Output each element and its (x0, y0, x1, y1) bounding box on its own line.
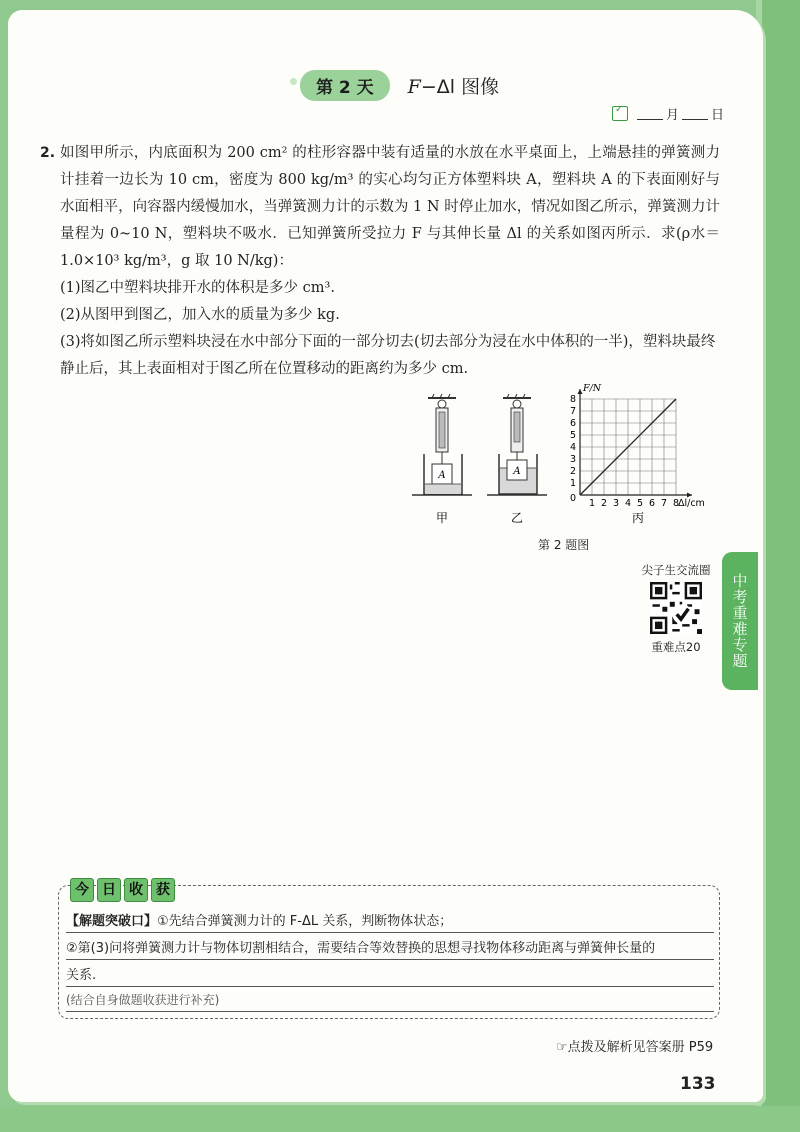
x-tick-label: 7 (660, 498, 668, 509)
chart-f-dl (570, 383, 705, 509)
y-tick-label: 1 (569, 478, 576, 489)
answer-reference: ☞点拨及解析见答案册 P59 (556, 1040, 714, 1055)
date-line (612, 104, 724, 123)
question-2 (40, 140, 720, 383)
harvest-line-1 (66, 910, 714, 933)
qr-top-label: 尖子生交流圈 (641, 563, 711, 577)
y-tick-label: 3 (569, 454, 576, 465)
x-tick-label: 5 (636, 498, 644, 509)
calendar-check-icon (612, 106, 628, 121)
label-jia: 甲 (435, 511, 449, 525)
question-figure (400, 383, 730, 560)
x-tick-label: 1 (588, 498, 596, 509)
block-label-yi: A (513, 466, 521, 477)
x-tick-label: 6 (648, 498, 656, 509)
x-tick-label: 8 (672, 498, 680, 509)
block-label-jia: A (438, 470, 446, 481)
title-var: F (407, 75, 421, 98)
harvest-char-2: 日 (97, 878, 121, 902)
sub-question-1: (1)图乙中塑料块排开水的体积是多少 cm³. (60, 280, 335, 296)
harvest-char-3: 收 (124, 878, 148, 902)
y-tick-label: 2 (569, 466, 576, 477)
harvest-line-3: 关系. (66, 964, 714, 987)
harvest-char-4: 获 (151, 878, 175, 902)
question-stem: 如图甲所示，内底面积为 200 cm² 的柱形容器中装有适量的水放在水平桌面上，上端悬挂的弹簧测力计挂着一边长为 10 cm，密度为 800 kg/m³ 的实心均匀正方体塑料块 A，塑料块 A 的下表面刚好与水面相平，向容器内缓慢加水，当弹簧测力计的示数为 1 N 时停止加水，情况如图乙所示，弹簧测力计量程为 0~10 N，塑料块不吸水．已知弹簧所受拉力 F 与其伸长量 Δl 的关系如图丙所示．求(ρ水＝1.0×10³ kg/m³，g 取 10 N/kg)： (60, 145, 720, 269)
qr-block (636, 562, 716, 655)
harvest-line-2: ②第(3)问将弹簧测力计与物体切割相结合，需要结合等效替换的思想寻找物体移动距离与弹簧伸长量的 (66, 937, 714, 960)
harvest-char-1: 今 (70, 878, 94, 902)
breakthrough-label: 【解题突破口】 (66, 914, 158, 929)
page-title (408, 72, 499, 99)
page-edge-strip (762, 0, 800, 1132)
x-axis-label: Δl/cm (678, 498, 705, 509)
harvest-line-4: (结合自身做题收获进行补充) (66, 991, 714, 1012)
y-tick-label: 5 (569, 430, 576, 441)
origin-label: 0 (569, 493, 576, 504)
y-axis-label: F/N (583, 383, 602, 394)
qr-bottom-label: 重难点20 (651, 640, 701, 654)
section-header (300, 70, 499, 100)
y-tick-label: 6 (569, 418, 576, 429)
apparatus-yi (487, 394, 547, 495)
y-tick-label: 7 (569, 406, 576, 417)
x-axis-arrow (687, 493, 692, 498)
sub-question-3: (3)将如图乙所示塑料块浸在水中部分下面的一部分切去(切去部分为浸在水中体积的一半)，塑料块最终静止后，其上表面相对于图乙所在位置移动的距离约为多少 cm. (60, 334, 716, 377)
page-bottom-strip (0, 1106, 800, 1132)
figure-caption: 第 2 题图 (538, 538, 590, 552)
harvest-title (70, 878, 175, 902)
title-rest: −Δl 图像 (420, 75, 500, 98)
page-number: 133 (680, 1074, 716, 1094)
day-blank (682, 107, 708, 120)
qr-code-icon[interactable] (650, 582, 702, 634)
day-label: 日 (711, 108, 725, 123)
question-number: 2. (40, 145, 56, 161)
side-tab[interactable]: 中考重难专题 (722, 552, 758, 690)
day-badge: 第 2 天 (300, 70, 390, 101)
y-tick-label: 4 (569, 442, 576, 453)
x-tick-label: 3 (612, 498, 620, 509)
month-blank (637, 107, 663, 120)
x-tick-label: 4 (624, 498, 632, 509)
y-tick-label: 8 (569, 394, 576, 405)
x-tick-label: 2 (600, 498, 608, 509)
label-bing: 丙 (631, 511, 645, 525)
month-label: 月 (666, 108, 680, 123)
label-yi: 乙 (510, 511, 524, 525)
y-axis-arrow (578, 389, 583, 394)
sub-question-2: (2)从图甲到图乙，加入水的质量为多少 kg. (60, 307, 340, 323)
harvest-text-1: ①先结合弹簧测力计的 F-ΔL 关系，判断物体状态； (157, 914, 453, 929)
